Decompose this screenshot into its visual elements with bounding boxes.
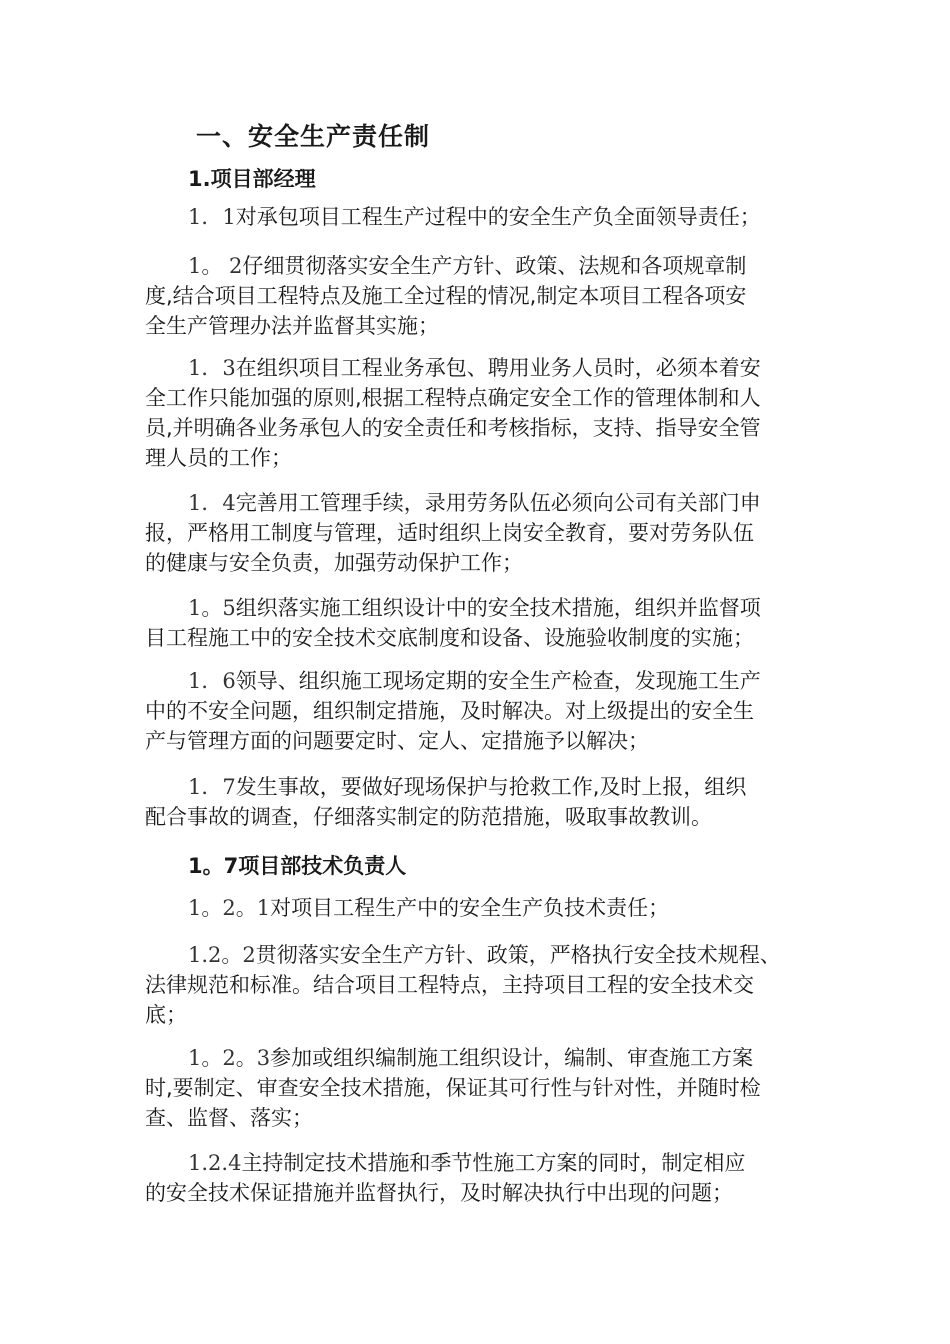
clause-number: 1．3 xyxy=(188,356,236,380)
clause-text: 主持制定技术措施和季节性施工方案的同时，制定相应 xyxy=(241,1151,746,1175)
clause-line xyxy=(145,1043,817,1073)
clause-number: 1。2。3 xyxy=(188,1046,271,1070)
clause-number: 1。5 xyxy=(188,596,236,620)
clause-line xyxy=(145,666,817,696)
clause-paragraph xyxy=(145,772,817,832)
clause-text: 对承包项目工程生产过程中的安全生产负全面领导责任； xyxy=(235,205,761,229)
clause-line: 的健康与安全负责，加强劳动保护工作； xyxy=(145,551,523,575)
section-title: 1.项目部经理 xyxy=(188,167,316,191)
clause-line: 配合事故的调查，仔细落实制定的防范措施，吸取事故教训。 xyxy=(145,805,712,829)
clause-line: 员,并明确各业务承包人的安全责任和考核指标，支持、指导安全管 xyxy=(145,416,761,440)
clause-text: 在组织项目工程业务承包、聘用业务人员时，必须本着安 xyxy=(235,356,761,380)
clause-line: 报，严格用工制度与管理，适时组织上岗安全教育，要对劳务队伍 xyxy=(145,521,754,545)
clause-line xyxy=(145,1148,817,1178)
clause-paragraph xyxy=(145,488,817,578)
clause-number: 1．6 xyxy=(188,669,236,693)
clause-line xyxy=(145,893,817,923)
clause-text: 发生事故，要做好现场保护与抢救工作,及时上报，组织 xyxy=(235,775,747,799)
clause-text: 对项目工程生产中的安全生产负技术责任； xyxy=(270,896,670,920)
clause-paragraph xyxy=(145,251,817,341)
clause-line xyxy=(145,593,817,623)
clause-paragraph xyxy=(145,1043,817,1133)
clause-line: 底； xyxy=(145,1003,187,1027)
clause-line: 全工作只能加强的原则,根据工程特点确定安全工作的管理体制和人 xyxy=(145,386,761,410)
clause-line: 全生产管理办法并监督其实施； xyxy=(145,314,439,338)
clause-line xyxy=(145,251,817,281)
clause-paragraph xyxy=(145,1148,817,1208)
clause-paragraph xyxy=(145,202,817,232)
clause-paragraph xyxy=(145,940,817,1030)
page-title: 一、安全生产责任制 xyxy=(196,122,431,151)
clause-line: 目工程施工中的安全技术交底制度和设备、设施验收制度的实施； xyxy=(145,626,754,650)
clause-paragraph xyxy=(145,666,817,756)
clause-line: 产与管理方面的问题要定时、定人、定措施予以解决； xyxy=(145,729,649,753)
clause-line xyxy=(145,202,817,232)
clause-number: 1.2.4 xyxy=(188,1151,242,1175)
clause-line: 的安全技术保证措施并监督执行，及时解决执行中出现的问题； xyxy=(145,1181,733,1205)
clause-text: 组织落实施工组织设计中的安全技术措施，组织并监督项 xyxy=(235,596,761,620)
clause-line: 中的不安全问题，组织制定措施，及时解决。对上级提出的安全生 xyxy=(145,699,754,723)
clause-number: 1．7 xyxy=(188,775,236,799)
clause-line xyxy=(145,772,817,802)
clause-line xyxy=(145,488,817,518)
clause-text: 参加或组织编制施工组织设计，编制、审查施工方案 xyxy=(270,1046,754,1070)
clause-text: 贯彻落实安全生产方针、政策，严格执行安全技术规程、 xyxy=(255,943,781,967)
clause-line: 法律规范和标准。结合项目工程特点，主持项目工程的安全技术交 xyxy=(145,973,754,997)
section-title: 1。7项目部技术负责人 xyxy=(188,854,407,878)
clause-number: 1．4 xyxy=(188,491,236,515)
clause-line xyxy=(145,940,817,970)
clause-text: 领导、组织施工现场定期的安全生产检查，发现施工生产 xyxy=(235,669,761,693)
clause-number: 1.2。2 xyxy=(188,943,256,967)
clause-number: 1。 2 xyxy=(188,254,243,278)
clause-line xyxy=(145,353,817,383)
clause-text: 仔细贯彻落实安全生产方针、政策、法规和各项规章制 xyxy=(242,254,747,278)
clause-line: 查、监督、落实； xyxy=(145,1106,313,1130)
clause-line: 理人员的工作； xyxy=(145,446,292,470)
clause-paragraph xyxy=(145,593,817,653)
clause-number: 1。2。1 xyxy=(188,896,271,920)
clause-number: 1．1 xyxy=(188,205,236,229)
clause-paragraph xyxy=(145,893,817,923)
clause-paragraph xyxy=(145,353,817,473)
clause-line: 度,结合项目工程特点及施工全过程的情况,制定本项目工程各项安 xyxy=(145,284,747,308)
clause-line: 时,要制定、审查安全技术措施，保证其可行性与针对性，并随时检 xyxy=(145,1076,761,1100)
clause-text: 完善用工管理手续，录用劳务队伍必须向公司有关部门申 xyxy=(235,491,761,515)
